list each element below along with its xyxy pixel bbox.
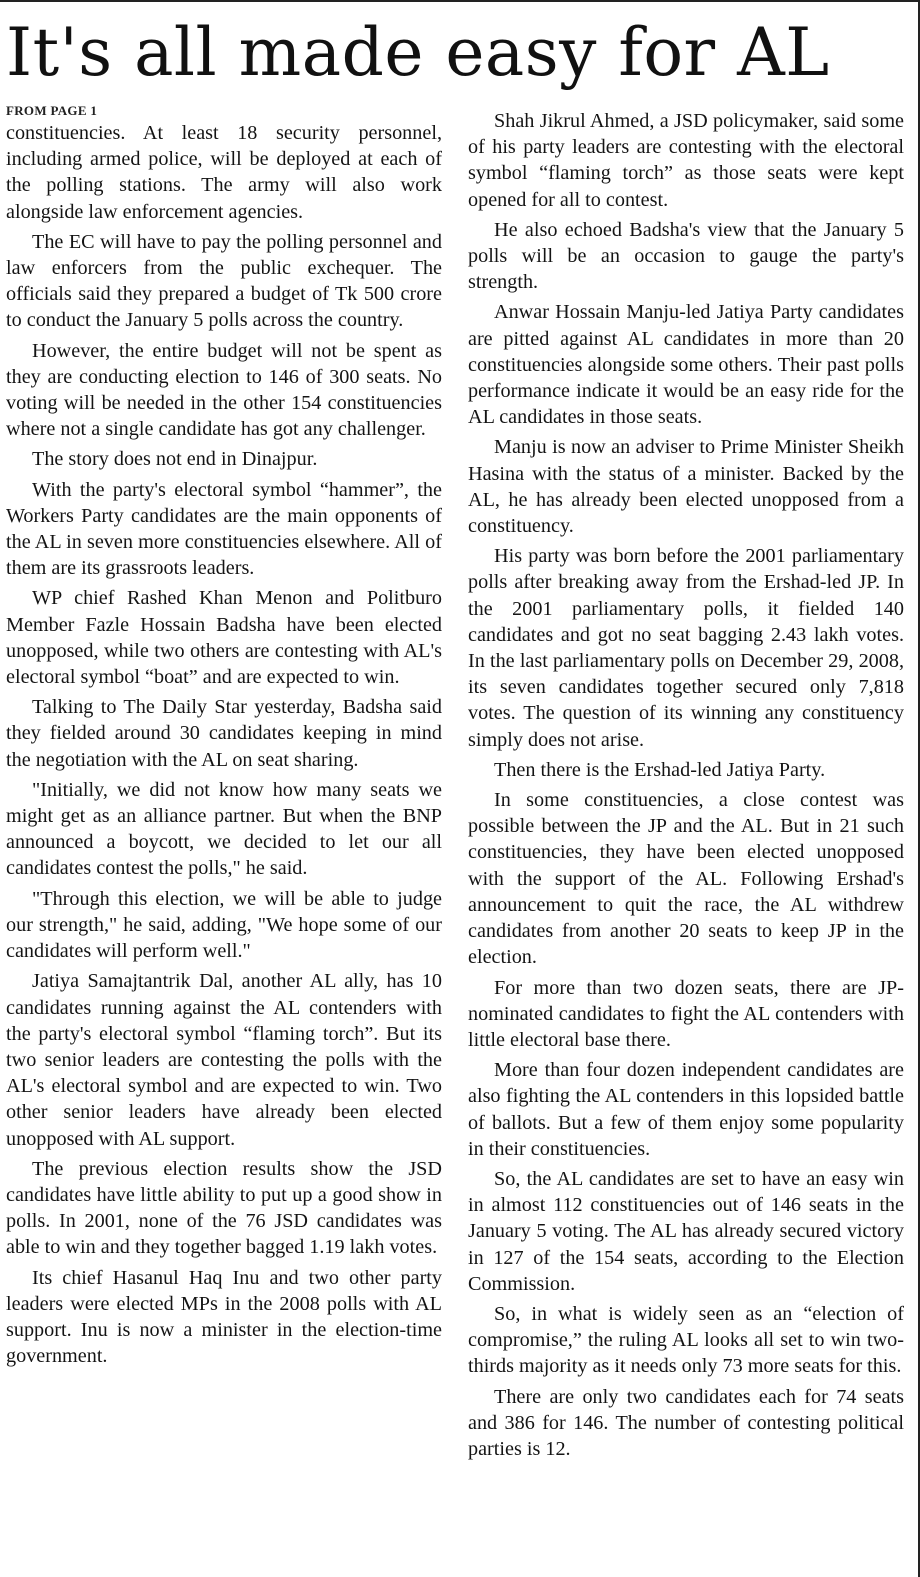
paragraph: Then there is the Ershad-led Jatiya Party.: [494, 758, 826, 781]
paragraph: "Through this election, we will be able to judge our strength," he said, adding, "We hope some of our candidates will perform well.": [6, 887, 442, 963]
paragraph: Anwar Hossain Manju-led Jatiya Party candidates are pitted against AL candidates in more than 20 constituencies alongside some others. Their past polls performance indicate it would be an easy ride for the AL candidates in those seats.: [468, 301, 904, 429]
paragraph: More than four dozen independent candidates are also fighting the AL contenders in this lopsided battle of ballots. But a few of them enjoy some popularity in their constituencies.: [468, 1059, 904, 1160]
paragraph: With the party's electoral symbol “hammer”, the Workers Party candidates are the main opponents of the AL in seven more constituencies elsewhere. All of them are its grassroots leaders.: [6, 478, 442, 580]
paragraph: His party was born before the 2001 parliamentary polls after breaking away from the Ershad-led JP. In the 2001 parliamentary polls, it fielded 140 candidates and got no seat bagging 2.43 lakh votes. In the last parliamentary polls on December 29, 2008, its seven candidates together secured only 7,818 votes. The question of its winning any constituency simply does not arise.: [468, 545, 904, 751]
paragraph: Shah Jikrul Ahmed, a JSD policymaker, said some of his party leaders are contesting with the electoral symbol “flaming torch” as those seats were kept opened for all to contest.: [468, 110, 904, 211]
paragraph: However, the entire budget will not be spent as they are conducting election to 146 of 300 seats. No voting will be needed in the other 154 constituencies where not a single candidate has got any challenger.: [6, 339, 442, 441]
paragraph: The previous election results show the JSD candidates have little ability to put up a good show in polls. In 2001, none of the 76 JSD candidates was able to win and they together bagged 1.19 lakh votes.: [6, 1157, 442, 1259]
paragraph: He also echoed Badsha's view that the January 5 polls will be an occasion to gauge the party's strength.: [468, 218, 904, 294]
paragraph: So, the AL candidates are set to have an easy win in almost 112 constituencies out of 146 seats in the January 5 voting. The AL has already secured victory in 127 of the 154 seats, according to the Election Commission.: [468, 1167, 904, 1295]
paragraph: The EC will have to pay the polling personnel and law enforcers from the public exchequer. The officials said they prepared a budget of Tk 500 crore to conduct the January 5 polls across the country.: [6, 230, 442, 332]
paragraph: Manju is now an adviser to Prime Minister Sheikh Hasina with the status of a minister. Backed by the AL, he has already been elected unopposed from a constituency.: [468, 436, 904, 538]
paragraph: In some constituencies, a close contest was possible between the JP and the AL. But in 21 such constituencies, they have been elected unopposed with the support of the AL. Following Ershad's announcement to quit the race, the AL withdrew candidates from another 20 seats to keep JP in the election.: [468, 789, 904, 969]
paragraph: WP chief Rashed Khan Menon and Politburo Member Fazle Hossain Badsha have been elected unopposed, while two others are contesting with AL's electoral symbol “boat” and are expected to win.: [6, 587, 442, 689]
headline: It's all made easy for AL: [6, 14, 830, 91]
paragraph: Jatiya Samajtantrik Dal, another AL ally, has 10 candidates running against the AL contenders with the party's electoral symbol “flaming torch”. But its two senior leaders are contesting the polls with the AL's electoral symbol and are expected to win. Two other senior leaders have already been elected unopposed with AL support.: [6, 970, 442, 1150]
paragraph: Its chief Hasanul Haq Inu and two other party leaders were elected MPs in the 2008 polls with AL support. Inu is now a minister in the election-time government.: [6, 1266, 442, 1368]
paragraph: The story does not end in Dinajpur.: [32, 448, 318, 471]
paragraph: constituencies. At least 18 security personnel, including armed police, will be deployed at each of the polling stations. The army will also work alongside law enforcement agencies.: [6, 122, 442, 223]
continuation-label: FROM PAGE 1: [6, 103, 98, 118]
paragraph: "Initially, we did not know how many seats we might get as an alliance partner. But when the BNP announced a boycott, we decided to let our all candidates contest the polls," he said.: [6, 778, 442, 880]
paragraph: Talking to The Daily Star yesterday, Badsha said they fielded around 30 candidates keeping in mind the negotiation with the AL on seat sharing.: [6, 696, 442, 771]
article-column-right: [468, 108, 904, 1466]
paragraph: There are only two candidates each for 74 seats and 386 for 146. The number of contesting political parties is 12.: [468, 1385, 904, 1460]
paragraph: So, in what is widely seen as an “election of compromise,” the ruling AL looks all set to win two-thirds majority as it needs only 73 more seats for this.: [468, 1302, 904, 1378]
paragraph: For more than two dozen seats, there are JP-nominated candidates to fight the AL contenders with little electoral base there.: [468, 976, 904, 1051]
article-column-left: [6, 103, 442, 1373]
